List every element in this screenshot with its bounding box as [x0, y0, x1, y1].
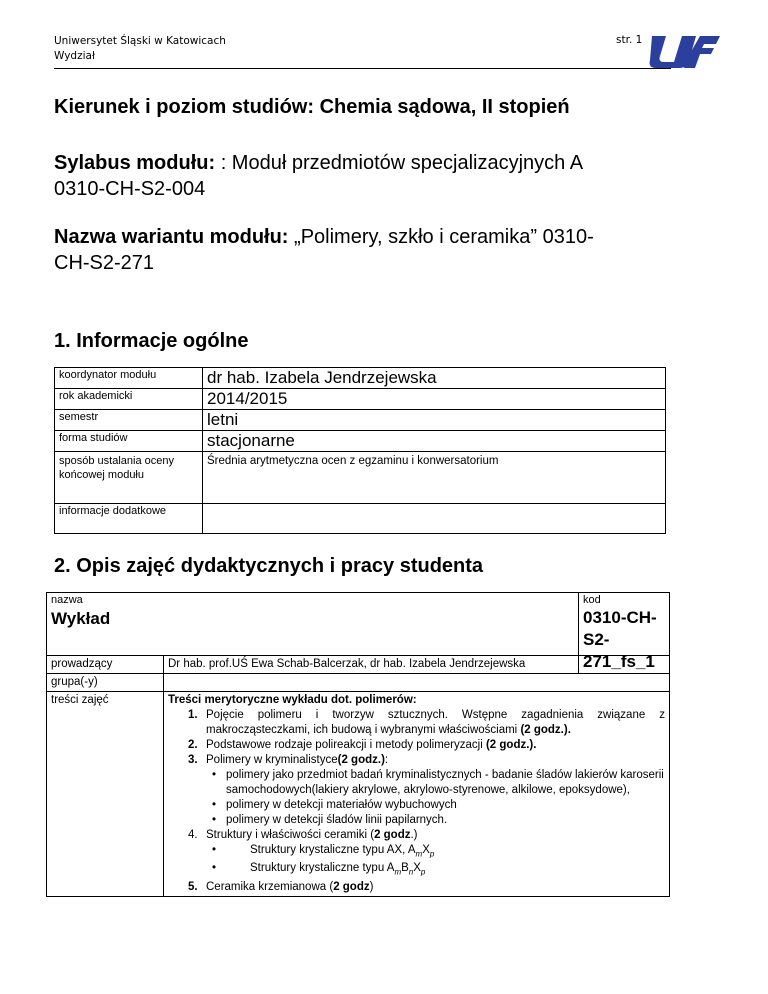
- sylabus-title: Sylabus modułu: : Moduł przedmiotów specjalizacyjnych A 0310-CH-S2-004: [54, 152, 584, 200]
- nazwa-label: nazwa: [51, 594, 83, 606]
- info-label: forma studiów: [55, 431, 203, 452]
- bullet-item: • Struktury krystaliczne typu AX, $A_mX_p$: [212, 844, 435, 859]
- info-label: rok akademicki: [55, 389, 203, 410]
- bullet-item: • polimery w detekcji materiałów wybuchowych: [212, 799, 457, 811]
- info-value: Średnia arytmetyczna ocen z egzaminu i konwersatorium: [203, 452, 666, 504]
- wariant-title: Nazwa wariantu modułu: „Polimery, szkło i ceramika” 0310- CH-S2-271: [54, 226, 594, 274]
- tresci-label: treści zajęć: [47, 692, 164, 897]
- list-item: 5. Ceramika krzemianowa (2 godz): [188, 880, 374, 893]
- kod-label: kod: [583, 594, 601, 606]
- header-rule: [54, 68, 671, 69]
- university-logo: [648, 30, 722, 70]
- nazwa-value: Wykład: [51, 609, 111, 628]
- kod-value: 0310-CH-S2- 271_fs_1: [583, 608, 657, 671]
- department-name: Wydział: [54, 50, 95, 62]
- info-value: 2014/2015: [203, 389, 666, 410]
- info-value: stacjonarne: [203, 431, 666, 452]
- info-label: koordynator modułu: [55, 368, 203, 389]
- bullet-item: • polimery jako przedmiot badań kryminalistycznych - badanie śladów lakierów karoserii samochodowych(lakiery akrylowe, akrylowo-styrenowe, alkilowe, epoksydowe),: [212, 769, 664, 796]
- info-label: semestr: [55, 410, 203, 431]
- bullet-item: • Struktury krystaliczne typu $A_mB_nX_p$: [212, 862, 426, 877]
- page-number: str. 1: [616, 34, 643, 46]
- university-name: Uniwersytet Śląski w Katowicach: [54, 35, 226, 47]
- info-label: sposób ustalania oceny końcowej modułu: [55, 452, 203, 504]
- info-table: [54, 367, 666, 534]
- info-value: dr hab. Izabela Jendrzejewska: [203, 368, 666, 389]
- tresci-heading: Treści merytoryczne wykładu dot. polimerów:: [168, 694, 417, 706]
- page-header: [54, 34, 226, 64]
- section2-heading: 2. Opis zajęć dydaktycznych i pracy studenta: [54, 555, 484, 577]
- info-value: letni: [203, 410, 666, 431]
- section1-heading: 1. Informacje ogólne: [54, 330, 249, 352]
- list-item: 1. Pojęcie polimeru i tworzyw sztucznych. Wstępne zagadnienia związane z makrocząsteczkami, ich budową i wybranymi właściwościami (2 godz.).: [188, 709, 665, 736]
- tresci-content: [164, 692, 670, 897]
- grupy-label: grupa(-y): [47, 674, 164, 692]
- bullet-item: • polimery w detekcji śladów linii papilarnych.: [212, 814, 448, 826]
- list-item: 3. Polimery w kryminalistyce(2 godz.): • polimery jako przedmiot badań kryminalistycznych - badanie śladów lakierów karoserii samochodowych(lakiery akrylowe, akrylowo-styrenowe, alkilowe, epoksydowe), • polimery w detekcji materiałów wybuchowych • polimery w detekcji śladów linii papilarnych.: [188, 754, 664, 826]
- prowadzacy-label: prowadzący: [47, 656, 164, 674]
- prowadzacy-value: Dr hab. prof.UŚ Ewa Schab-Balcerzak, dr hab. Izabela Jendrzejewska: [164, 656, 670, 674]
- list-item: 2. Podstawowe rodzaje polireakcji i metody polimeryzacji (2 godz.).: [188, 739, 537, 751]
- info-value: [203, 504, 666, 534]
- info-label: informacje dodatkowe: [55, 504, 203, 534]
- course-details-table: [46, 655, 670, 897]
- list-item: 4. Struktury i właściwości ceramiki (2 godz.) • Struktury krystaliczne typu AX, $A_mX_p$ • Struktury krystaliczne typu $A_mB_nX_p$: [188, 828, 665, 880]
- kierunek-title: Kierunek i poziom studiów: Chemia sądowa, II stopień: [54, 96, 570, 118]
